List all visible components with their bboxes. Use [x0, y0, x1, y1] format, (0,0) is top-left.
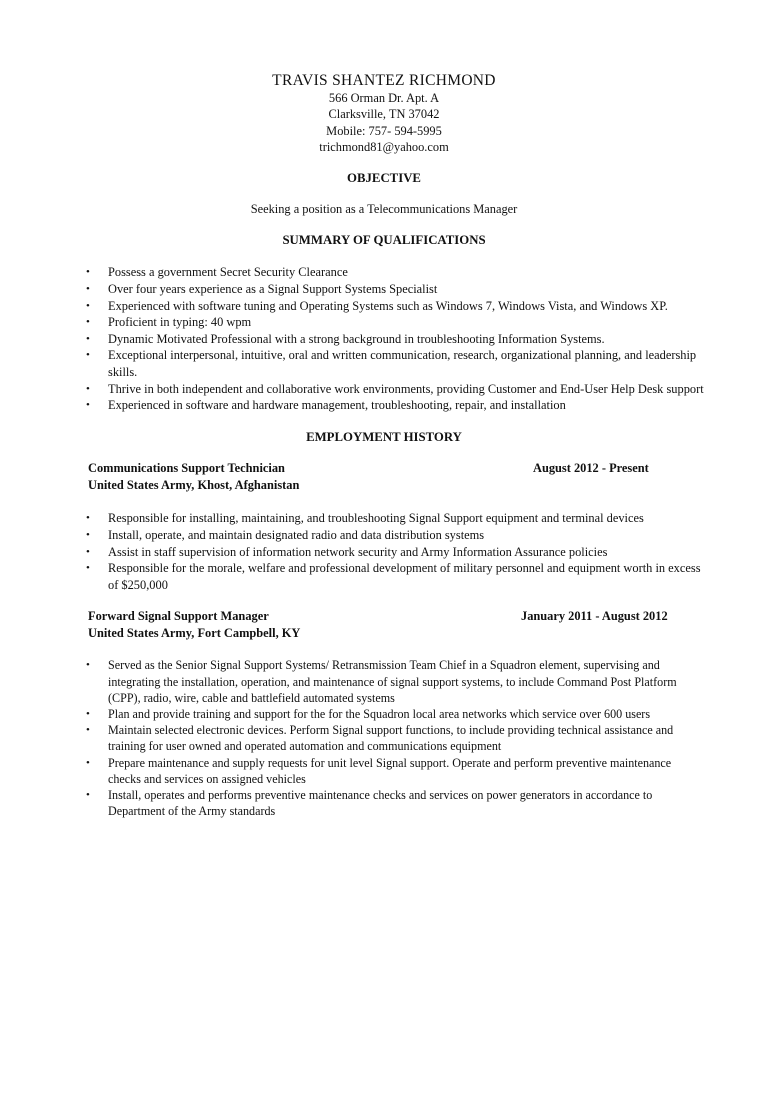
list-item: • Prepare maintenance and supply requests for unit level Signal support. Operate and perform preventive maintenance checks and services on assigned vehicles: [86, 755, 672, 786]
bullet-icon: •: [86, 349, 90, 362]
list-item: • Over four years experience as a Signal Support Systems Specialist: [86, 282, 438, 296]
list-item: • Maintain selected electronic devices. Perform Signal support functions, to include providing technical assistance and training for user owned and operated automation and communications equipment: [86, 723, 674, 754]
job-title: Communications Support Technician: [88, 461, 285, 476]
list-item: • Dynamic Motivated Professional with a strong background in troubleshooting Information Systems.: [86, 331, 605, 346]
job-dates: August 2012 - Present: [533, 461, 649, 476]
job-dates: January 2011 - August 2012: [521, 609, 668, 624]
list-item: • Served as the Senior Signal Support Systems/ Retransmission Team Chief in a Squadron element, supervising and integrating the installation, operation, and maintenance of signal support systems, to include Command Post Platform (CPP), radio, wire, cable and battlefield automated systems: [86, 658, 677, 705]
list-item: • Possess a government Secret Security Clearance: [86, 265, 348, 280]
list-item: • Thrive in both independent and collaborative work environments, providing Customer and End-User Help Desk support: [86, 381, 704, 396]
qualifications-list: [0, 264, 768, 413]
list-item: • Experienced with software tuning and Operating Systems such as Windows 7, Windows Vista, and Windows XP.: [86, 298, 668, 313]
list-item: • Proficient in typing: 40 wpm: [86, 315, 252, 330]
bullet-icon: •: [86, 788, 90, 801]
contact-block: [0, 90, 768, 156]
address-line-1: 566 Orman Dr. Apt. A: [328, 91, 440, 105]
bullet-icon: •: [86, 756, 90, 769]
list-item: • Install, operates and performs preventive maintenance checks and services on power generators in accordance to Department of the Army standards: [86, 787, 653, 819]
bullet-icon: •: [86, 299, 90, 312]
bullet-icon: •: [86, 332, 90, 345]
applicant-name: TRAVIS SHANTEZ RICHMOND: [272, 72, 496, 89]
bullet-icon: •: [86, 316, 90, 329]
job-organization: United States Army, Fort Campbell, KY: [88, 626, 301, 641]
list-item: • Plan and provide training and support for the for the Squadron local area networks which service over 600 users: [86, 706, 651, 721]
list-item: • Experienced in software and hardware management, troubleshooting, repair, and installation: [86, 398, 566, 413]
list-item: • Assist in staff supervision of information network security and Army Information Assurance policies: [86, 544, 608, 559]
job-header: [88, 608, 688, 642]
bullet-icon: •: [86, 545, 90, 558]
employment-heading: EMPLOYMENT HISTORY: [306, 429, 462, 444]
bullet-icon: •: [86, 659, 90, 672]
mobile-phone: Mobile: 757- 594-5995: [326, 123, 442, 138]
bullet-icon: •: [86, 399, 90, 412]
bullet-icon: •: [86, 707, 90, 720]
bullet-icon: •: [86, 724, 90, 737]
resume-page: [0, 72, 768, 1096]
qualifications-heading: SUMMARY OF QUALIFICATIONS: [282, 232, 486, 247]
bullet-icon: •: [86, 562, 90, 575]
address-line-2: Clarksville, TN 37042: [328, 107, 440, 122]
bullet-icon: •: [86, 512, 90, 525]
job-header: [88, 460, 688, 494]
list-item: • Responsible for installing, maintaining, and troubleshooting Signal Support equipment and terminal devices: [86, 511, 644, 526]
job-title: Forward Signal Support Manager: [88, 609, 269, 624]
list-item: • Install, operate, and maintain designated radio and data distribution systems: [86, 527, 485, 542]
job-duties-list: [0, 657, 768, 819]
objective-heading: OBJECTIVE: [347, 170, 421, 185]
objective-text: Seeking a position as a Telecommunications Manager: [250, 202, 518, 217]
job-organization: United States Army, Khost, Afghanistan: [88, 478, 300, 493]
list-item: • Exceptional interpersonal, intuitive, oral and written communication, research, organizational planning, and leadership skills.: [86, 348, 697, 379]
bullet-icon: •: [86, 382, 90, 395]
list-item: • Responsible for the morale, welfare and professional development of military personnel and equipment worth in excess of $250,000: [86, 561, 701, 592]
bullet-icon: •: [86, 283, 90, 295]
bullet-icon: •: [86, 528, 90, 541]
job-duties-list: [0, 510, 768, 593]
bullet-icon: •: [86, 266, 90, 279]
email-address: trichmond81@yahoo.com: [319, 140, 449, 155]
